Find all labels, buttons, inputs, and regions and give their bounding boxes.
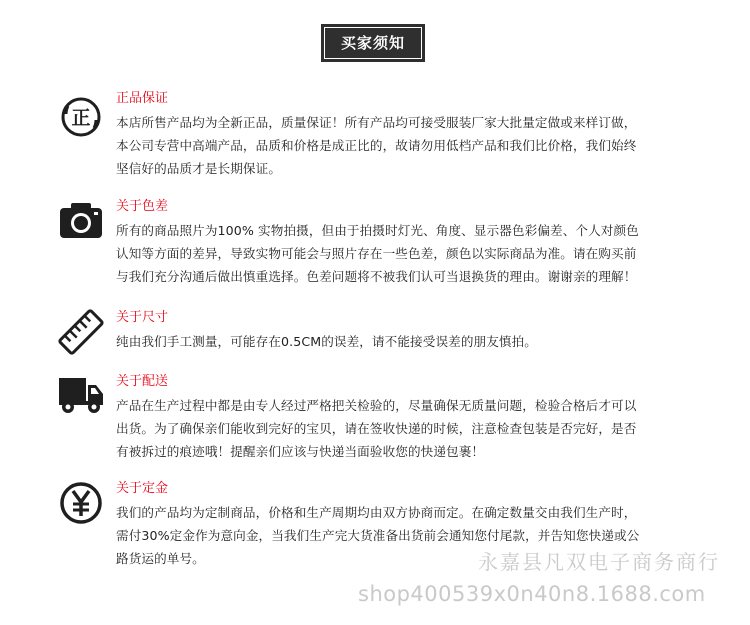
watermark-company: 永嘉县凡双电子商务商行 [478, 550, 720, 574]
body-line: 纯由我们手工测量，可能存在0.5CM的误差，请不能接受误差的朋友慎拍。 [116, 334, 537, 349]
body-line: 与我们充分沟通后做出慎重选择。色差问题将不被我们认可当退换货的理由。谢谢亲的理解！ [116, 269, 637, 284]
body-line: 有被拆过的痕迹哦！提醒亲们应该与快递当面验收您的快递包裹！ [116, 444, 485, 459]
body-line: 坚信好的品质才是长期保证。 [116, 161, 282, 176]
body-line: 认知等方面的差异，导致实物可能会与照片存在一些色差，颜色以实际商品为准。请在购买前 [116, 246, 637, 261]
section-body [116, 219, 696, 288]
section-title: 关于定金 [116, 481, 169, 496]
ruler-icon [58, 309, 104, 355]
body-line: 路货运的单号。 [116, 551, 205, 566]
page-title: 买家须知 [324, 27, 422, 59]
section-title: 关于配送 [116, 374, 169, 389]
body-line: 我们的产品均为定制商品，价格和生产周期均由双方协商而定。在确定数量交由我们生产时， [116, 505, 637, 520]
body-line: 本公司专营中高端产品，品质和价格是成正比的，故请勿用低档产品和我们比价格，我们始终 [116, 138, 637, 153]
body-line: 所有的商品照片为100% 实物拍摄，但由于拍摄时灯光、角度、显示器色彩偏差、个人对颜色 [116, 223, 639, 238]
truck-icon [58, 373, 104, 419]
section-title: 关于色差 [116, 199, 169, 214]
body-line: 需付30%定金作为意向金，当我们生产完大货准备出货前会通知您付尾款，并告知您快递或公 [116, 528, 640, 543]
section-body [116, 330, 696, 353]
section-title: 正品保证 [116, 91, 169, 106]
header-title-box [321, 24, 425, 62]
body-line: 出货。为了确保亲们能收到完好的宝贝，请在签收快递的时候，注意检查包装是否完好，是否 [116, 421, 637, 436]
camera-icon [58, 198, 104, 244]
svg-text:正: 正 [71, 107, 91, 129]
watermark-shop-url: shop400539x0n40n8.1688.com [358, 582, 706, 606]
section-title: 关于尺寸 [116, 310, 169, 325]
yen-coin-icon [58, 480, 104, 526]
body-line: 产品在生产过程中都是由专人经过严格把关检验的，尽量确保无质量问题，检验合格后才可以 [116, 398, 637, 413]
section-body [116, 111, 696, 180]
body-line: 本店所售产品均为全新正品，质量保证！所有产品均可接受服装厂家大批量定做或来样订做， [116, 115, 637, 130]
section-body [116, 394, 696, 463]
zheng-seal-icon [58, 94, 104, 140]
